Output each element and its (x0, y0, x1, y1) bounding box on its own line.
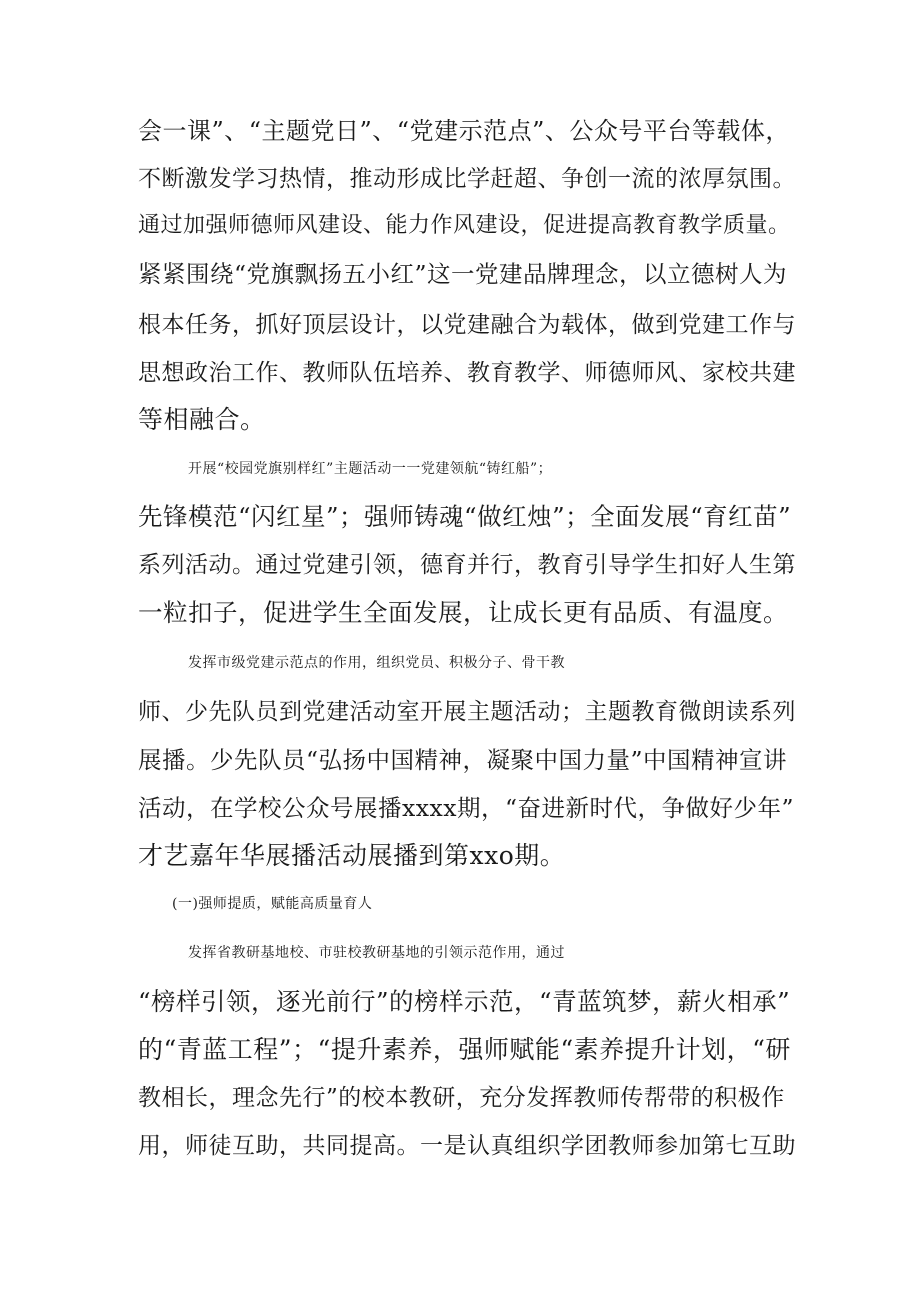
text-line-15: 活动，在学校公众号展播xxxx期，“奋进新时代，争做好少年” (138, 794, 795, 822)
section-heading: (一)强师提质，赋能高质量育人 (172, 896, 373, 912)
text-line-12: 发挥市级党建示范点的作用，组织党员、积极分子、骨干教 (188, 655, 565, 671)
text-line-13: 师、少先队员到党建活动室开展主题活动；主题教育微朗读系列 (138, 699, 796, 725)
text-line-6: 思想政治工作、教师队伍培养、教育教学、师德师风、家校共建 (138, 360, 796, 386)
text-line-11: 一粒扣子，促进学生全面发展，让成长更有品质、有温度。 (138, 598, 788, 627)
text-line-1: 会一课”、“主题党日”、“党建示范点”、公众号平台等载体， (138, 117, 790, 145)
text-line-18: 发挥省教研基地校、市驻校教研基地的引领示范作用，通过 (188, 945, 565, 961)
text-line-9: 先锋模范“闪红星”；强师铸魂“做红烛”；全面发展“育红苗” (138, 502, 792, 531)
text-line-3: 通过加强师德师风建设、能力作风建设，促进提高教育教学质量。 (138, 213, 791, 238)
text-line-2: 不断激发学习热情，推动形成比学赶超、争创一流的浓厚氛围。 (138, 166, 796, 192)
text-line-22: 用，师徒互助，共同提高。一是认真组织学团教师参加第七互助 (138, 1133, 796, 1159)
text-line-10: 系列活动。通过党建引领，德育并行，教育引导学生扣好人生第 (138, 552, 796, 578)
text-line-7: 等相融合。 (138, 405, 266, 434)
text-line-4: 紧紧围绕“党旗飘扬五小红”这一党建品牌理念，以立德树人为 (138, 260, 788, 288)
text-line-14: 展播。少先队员“弘扬中国精神，凝聚中国力量”中国精神宣讲 (138, 746, 788, 774)
text-line-8: 开展“校园党旗别样红”主题活动一一党建领航“铸红船”； (188, 461, 553, 477)
text-line-21: 教相长，理念先行”的校本教研，充分发挥教师传帮带的积极作 (138, 1085, 785, 1111)
text-line-16: 才艺嘉年华展播活动展播到第xxo期。 (138, 841, 566, 870)
text-line-20: 的“青蓝工程”；“提升素养，强师赋能“素养提升计划，“研 (138, 1035, 791, 1064)
text-line-19: “榜样引领，逐光前行”的榜样示范，“青蓝筑梦，薪火相承” (138, 987, 791, 1016)
text-line-5: 根本任务，抓好顶层设计，以党建融合为载体，做到党建工作与 (138, 312, 796, 338)
